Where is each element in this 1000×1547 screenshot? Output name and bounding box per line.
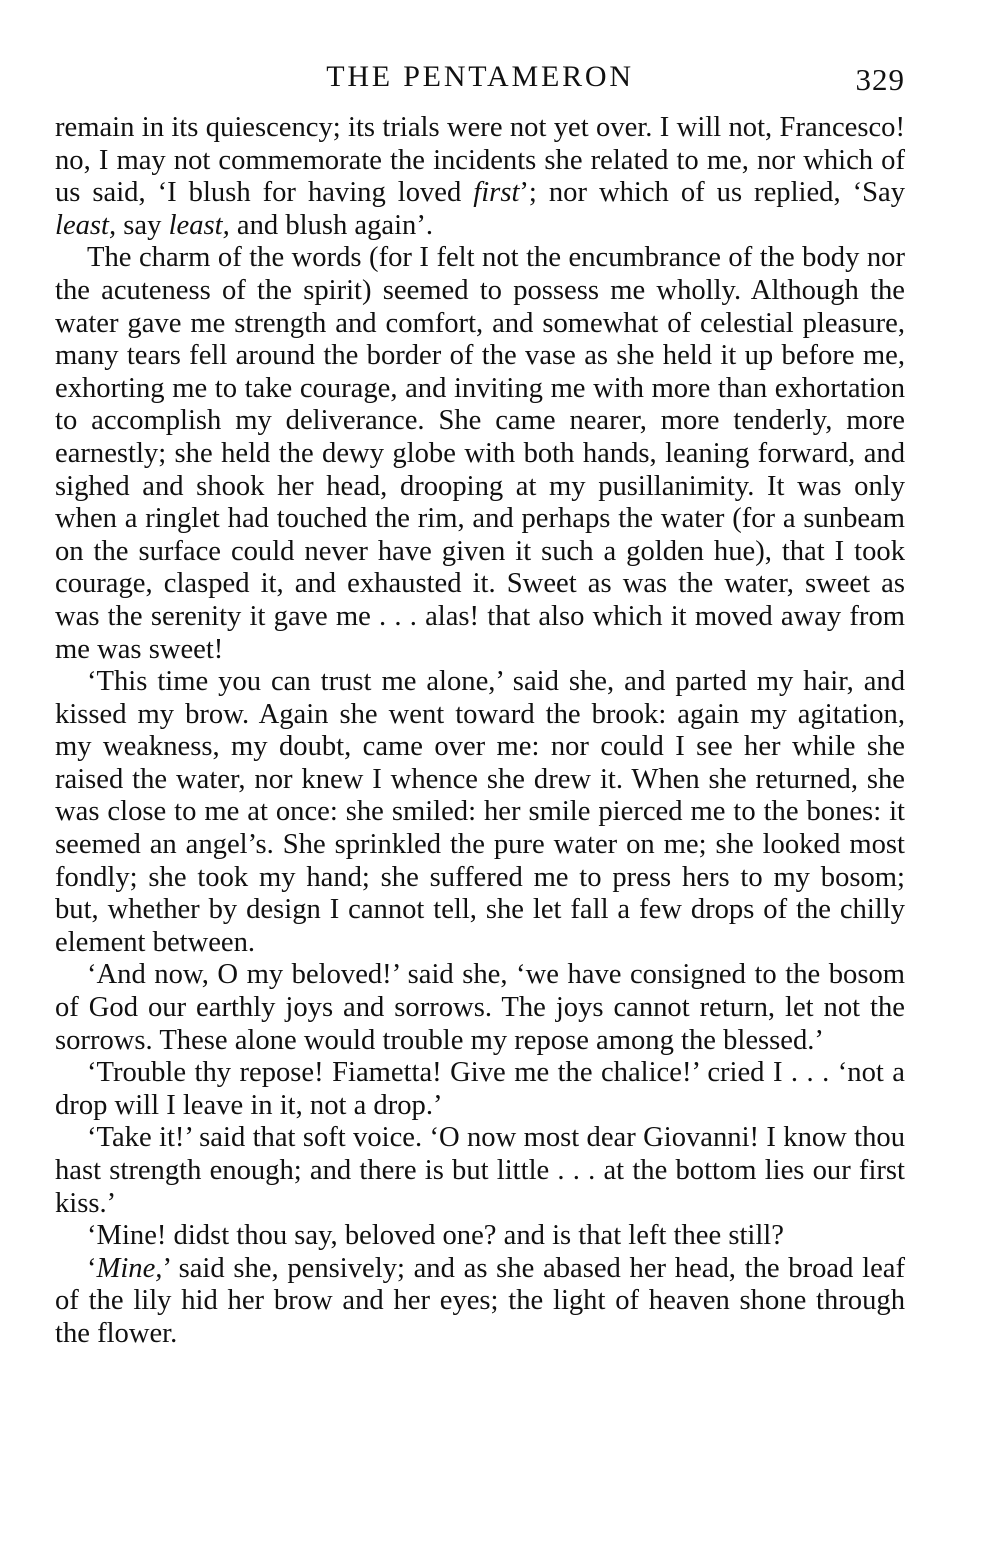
paragraph-8 — [55, 1253, 905, 1351]
paragraph-1-italic-first: first — [473, 177, 520, 209]
paragraph-5: ‘Trouble thy repose! Fiametta! Give me the chalice!’ cried I . . . ‘not a drop will I leave in it, not a drop.’ — [55, 1057, 905, 1121]
paragraph-8-text-c: ’ said she, pensively; and as she abased her head, the broad leaf of the lily hid her brow and her eyes; the light of heaven shone through the flower. — [55, 1252, 905, 1349]
paragraph-4: ‘And now, O my beloved!’ said she, ‘we have consigned to the bosom of God our earthly joys and sorrows. The joys cannot return, let not the sorrows. These alone would trouble my repose among the blessed.’ — [55, 959, 905, 1056]
page-number: 329 — [855, 62, 905, 97]
paragraph-1-italic-least-2: least, — [168, 209, 230, 241]
paragraph-7: ‘Mine! didst thou say, beloved one? and is that left thee still? — [87, 1220, 784, 1252]
paragraph-2: The charm of the words (for I felt not the encumbrance of the body nor the acuteness of the spirit) seemed to possess me wholly. Although the water gave me strength and comfort, and somewhat of celestial pleasure, many tears fell around the border of the vase as she held it up before me, exhorting me to take courage, and inviting me with more than exhortation to accomplish my deliverance. She came nearer, more tenderly, more earnestly; she held the dewy globe with both hands, leaning forward, and sighed and shook her head, drooping at my pusillanimity. It was only when a ringlet had touched the rim, and perhaps the water (for a sunbeam on the surface could never have given it such a golden hue), that I took courage, clasped it, and exhausted it. Sweet as was the water, sweet as was the serenity it gave me . . . alas! that also which it moved away from me was sweet! — [55, 242, 905, 665]
running-head — [55, 56, 905, 100]
paragraph-1-text-e: say — [116, 209, 169, 241]
paragraph-1 — [55, 112, 905, 242]
paragraph-1-italic-least-1: least, — [55, 209, 117, 241]
paragraph-8-text-a: ‘ — [87, 1252, 97, 1284]
paragraph-1-text-a: remain in its quiescency; its trials were not yet over. I will not, Francesco! no, I may not commemorate the incidents she related to me, nor which of us said, ‘I blush for having loved — [55, 112, 905, 209]
paragraph-3: ‘This time you can trust me alone,’ said she, and parted my hair, and kissed my brow. Again she went toward the brook: again my agitation, my weakness, my doubt, came over me: nor could I see her while she raised the water, nor knew I whence she drew it. When she returned, she was close to me at once: she smiled: her smile pierced me to the bones: it seemed an angel’s. She sprinkled the pure water on me; she looked most fondly; she took my hand; she suffered me to press hers to my bosom; but, whether by design I cannot tell, she let fall a few drops of the chilly element between. — [55, 666, 905, 958]
paragraph-1-text-c: ’; nor which of us replied, ‘Say — [519, 177, 906, 209]
paragraph-1-text-g: and blush again’. — [229, 209, 434, 241]
book-page — [55, 56, 905, 1351]
running-title: THE PENTAMERON — [326, 60, 634, 93]
paragraph-8-italic-mine: Mine, — [96, 1252, 163, 1284]
paragraph-6: ‘Take it!’ said that soft voice. ‘O now most dear Giovanni! I know thou hast strength enough; and there is but little . . . at the bottom lies our first kiss.’ — [55, 1122, 905, 1219]
